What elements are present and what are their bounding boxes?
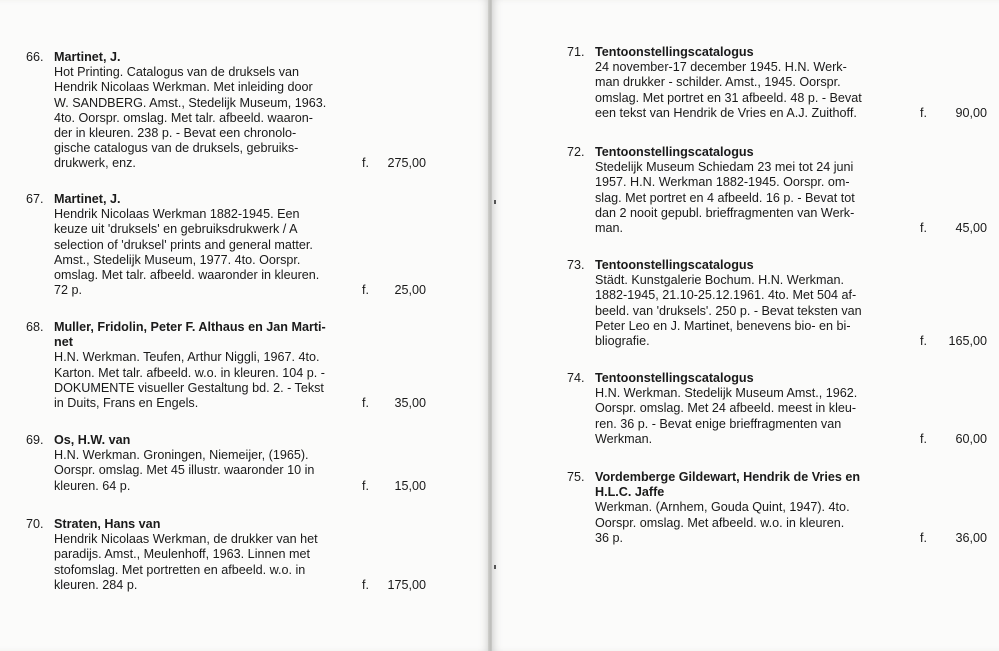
entry-author: Vordemberge Gildewart, Hendrik de Vries en bbox=[595, 470, 861, 484]
entry-description-line: 1957. H.N. Werkman 1882-1945. Oorspr. om- bbox=[595, 175, 850, 190]
entry-author-continued: net bbox=[54, 335, 73, 350]
entry-number: 72. bbox=[567, 145, 585, 159]
price-currency: f. bbox=[362, 577, 369, 592]
entry-description-line: man. bbox=[595, 221, 623, 236]
entry-author: Martinet, J. bbox=[54, 50, 121, 64]
entry-description-line: selection of 'druksel' prints and general matter. bbox=[54, 237, 313, 252]
entry-description-line: W. SANDBERG. Amst., Stedelijk Museum, 1963. bbox=[54, 95, 327, 110]
entry-description-line: Oorspr. omslag. Met 45 illustr. waaronder 10 in bbox=[54, 463, 315, 478]
entry-description-line: 36 p. bbox=[595, 530, 624, 545]
entry-price bbox=[362, 396, 426, 411]
entry-description-line: beeld. van 'druksels'. 250 p. - Bevat teksten van bbox=[595, 303, 862, 318]
catalog-entry bbox=[26, 192, 426, 298]
price-amount: 165,00 bbox=[948, 334, 987, 349]
catalog-entry bbox=[567, 258, 987, 349]
entry-description-line: drukwerk, enz. bbox=[54, 156, 136, 171]
entry-description-line: Hot Printing. Catalogus van de druksels van bbox=[54, 65, 300, 80]
page-mark bbox=[494, 565, 496, 569]
entry-author: Straten, Hans van bbox=[54, 517, 161, 531]
entry-number: 74. bbox=[567, 371, 585, 385]
price-currency: f. bbox=[920, 334, 927, 349]
entry-description-line: H.N. Werkman. Groningen, Niemeijer, (1965). bbox=[54, 448, 309, 463]
entry-number: 73. bbox=[567, 258, 585, 272]
price-currency: f. bbox=[362, 283, 369, 298]
price-currency: f. bbox=[920, 530, 927, 545]
entry-description-line: Oorspr. omslag. Met 24 afbeeld. meest in kleu- bbox=[595, 401, 857, 416]
entry-price bbox=[920, 334, 987, 349]
entry-description-line: Werkman. (Arnhem, Gouda Quint, 1947). 4to. bbox=[595, 500, 850, 515]
entry-description-line: Hendrik Nicolaas Werkman. Met inleiding door bbox=[54, 80, 313, 95]
catalog-entry bbox=[26, 320, 426, 411]
catalog-entry bbox=[26, 433, 426, 494]
entry-author: Tentoonstellingscatalogus bbox=[595, 45, 754, 59]
entry-price bbox=[920, 432, 987, 447]
entry-heading-row bbox=[567, 470, 987, 485]
price-currency: f. bbox=[920, 105, 927, 120]
price-currency: f. bbox=[362, 396, 369, 411]
catalog-entry bbox=[26, 50, 426, 172]
price-currency: f. bbox=[920, 431, 927, 446]
catalog-entry bbox=[567, 45, 987, 121]
entry-number: 75. bbox=[567, 470, 585, 484]
entry-number: 67. bbox=[26, 192, 44, 206]
price-amount: 15,00 bbox=[394, 478, 426, 493]
entry-heading-row bbox=[26, 192, 426, 207]
entry-author-continued: H.L.C. Jaffe bbox=[595, 485, 665, 500]
price-amount: 275,00 bbox=[387, 156, 426, 171]
entry-heading-row bbox=[567, 371, 987, 386]
entry-description-line: 24 november-17 december 1945. H.N. Werk- bbox=[595, 60, 847, 75]
entry-description-line: 4to. Oorspr. omslag. Met talr. afbeeld. waaron- bbox=[54, 110, 313, 125]
entry-description-line: gische catalogus van de druksels, gebruiks- bbox=[54, 141, 299, 156]
entry-description-line: DOKUMENTE visueller Gestaltung bd. 2. - Tekst bbox=[54, 380, 324, 395]
entry-description-line: man drukker - schilder. Amst., 1945. Oorspr. bbox=[595, 75, 841, 90]
entry-number: 66. bbox=[26, 50, 44, 64]
price-amount: 90,00 bbox=[955, 105, 987, 120]
price-amount: 25,00 bbox=[394, 283, 426, 298]
entry-description-line: H.N. Werkman. Stedelijk Museum Amst., 1962. bbox=[595, 386, 858, 401]
entry-number: 68. bbox=[26, 320, 44, 334]
price-amount: 60,00 bbox=[955, 431, 987, 446]
catalog-entry bbox=[567, 371, 987, 447]
entry-heading-row bbox=[26, 50, 426, 65]
entry-author: Tentoonstellingscatalogus bbox=[595, 258, 754, 272]
entry-heading-row bbox=[26, 320, 426, 335]
entry-heading-row bbox=[26, 433, 426, 448]
entry-number: 69. bbox=[26, 433, 44, 447]
entry-description-line: 72 p. bbox=[54, 283, 83, 298]
entry-description-line: Hendrik Nicolaas Werkman, de drukker van het bbox=[54, 532, 318, 547]
price-amount: 35,00 bbox=[394, 396, 426, 411]
entry-number: 71. bbox=[567, 45, 585, 59]
entry-heading-row bbox=[26, 517, 426, 532]
entry-price bbox=[362, 479, 426, 494]
entry-heading-row bbox=[567, 145, 987, 160]
entry-price bbox=[362, 283, 426, 298]
right-page bbox=[492, 0, 999, 651]
entry-description-line: ren. 36 p. - Bevat enige brieffragmenten van bbox=[595, 416, 842, 431]
entry-price bbox=[362, 156, 426, 171]
entry-author: Martinet, J. bbox=[54, 192, 121, 206]
price-currency: f. bbox=[362, 156, 369, 171]
price-currency: f. bbox=[362, 478, 369, 493]
entry-author: Tentoonstellingscatalogus bbox=[595, 371, 754, 385]
entry-description-line: Karton. Met talr. afbeeld. w.o. in kleuren. 104 p. - bbox=[54, 365, 325, 380]
price-currency: f. bbox=[920, 221, 927, 236]
entry-description-line: omslag. Met talr. afbeeld. waaronder in kleuren. bbox=[54, 268, 320, 283]
entry-description-line: paradijs. Amst., Meulenhoff, 1963. Linnen met bbox=[54, 547, 310, 562]
entry-description-line: Stedelijk Museum Schiedam 23 mei tot 24 juni bbox=[595, 160, 854, 175]
entry-description-line: bliografie. bbox=[595, 334, 650, 349]
entry-description-line: Oorspr. omslag. Met afbeeld. w.o. in kleuren. bbox=[595, 515, 845, 530]
catalog-entry bbox=[26, 517, 426, 593]
entry-heading-row bbox=[567, 258, 987, 273]
entry-description-line: in Duits, Frans en Engels. bbox=[54, 396, 199, 411]
entry-description-line: Amst., Stedelijk Museum, 1977. 4to. Oorspr. bbox=[54, 252, 301, 267]
entry-description-line: 1882-1945, 21.10-25.12.1961. 4to. Met 504 af- bbox=[595, 288, 857, 303]
entry-description-line: Hendrik Nicolaas Werkman 1882-1945. Een bbox=[54, 207, 300, 222]
entry-description-line: Werkman. bbox=[595, 431, 653, 446]
entry-description-line: dan 2 nooit gepubl. brieffragmenten van Werk- bbox=[595, 205, 855, 220]
entry-description-line: kleuren. 284 p. bbox=[54, 577, 138, 592]
entry-description-line: omslag. Met portret en 31 afbeeld. 48 p. - Bevat bbox=[595, 90, 862, 105]
left-page bbox=[0, 0, 489, 651]
entry-price bbox=[920, 106, 987, 121]
entry-description-line: een tekst van Hendrik de Vries en A.J. Zuithoff. bbox=[595, 105, 857, 120]
price-amount: 36,00 bbox=[955, 530, 987, 545]
entry-description-line: stofomslag. Met portretten en afbeeld. w.o. in bbox=[54, 562, 306, 577]
entry-author: Muller, Fridolin, Peter F. Althaus en Jan Marti- bbox=[54, 320, 326, 334]
entry-price bbox=[920, 531, 987, 546]
price-amount: 175,00 bbox=[387, 577, 426, 592]
entry-price bbox=[362, 578, 426, 593]
entry-number: 70. bbox=[26, 517, 44, 531]
catalog-entry bbox=[567, 470, 987, 546]
entry-heading-row bbox=[567, 45, 987, 60]
price-amount: 45,00 bbox=[955, 221, 987, 236]
entry-author: Tentoonstellingscatalogus bbox=[595, 145, 754, 159]
entry-description-line: Städt. Kunstgalerie Bochum. H.N. Werkman. bbox=[595, 273, 844, 288]
entry-price bbox=[920, 221, 987, 236]
entry-description-line: slag. Met portret en 4 afbeeld. 16 p. - Bevat tot bbox=[595, 190, 855, 205]
entry-description-line: keuze uit 'druksels' en gebruiksdrukwerk / A bbox=[54, 222, 298, 237]
catalog-entry bbox=[567, 145, 987, 236]
entry-description-line: der in kleuren. 238 p. - Bevat een chronolo- bbox=[54, 126, 297, 141]
entry-description-line: H.N. Werkman. Teufen, Arthur Niggli, 1967. 4to. bbox=[54, 350, 320, 365]
page-mark bbox=[494, 200, 496, 204]
entry-description-line: kleuren. 64 p. bbox=[54, 478, 131, 493]
entry-author: Os, H.W. van bbox=[54, 433, 131, 447]
entry-description-line: Peter Leo en J. Martinet, benevens bio- en bi- bbox=[595, 318, 851, 333]
